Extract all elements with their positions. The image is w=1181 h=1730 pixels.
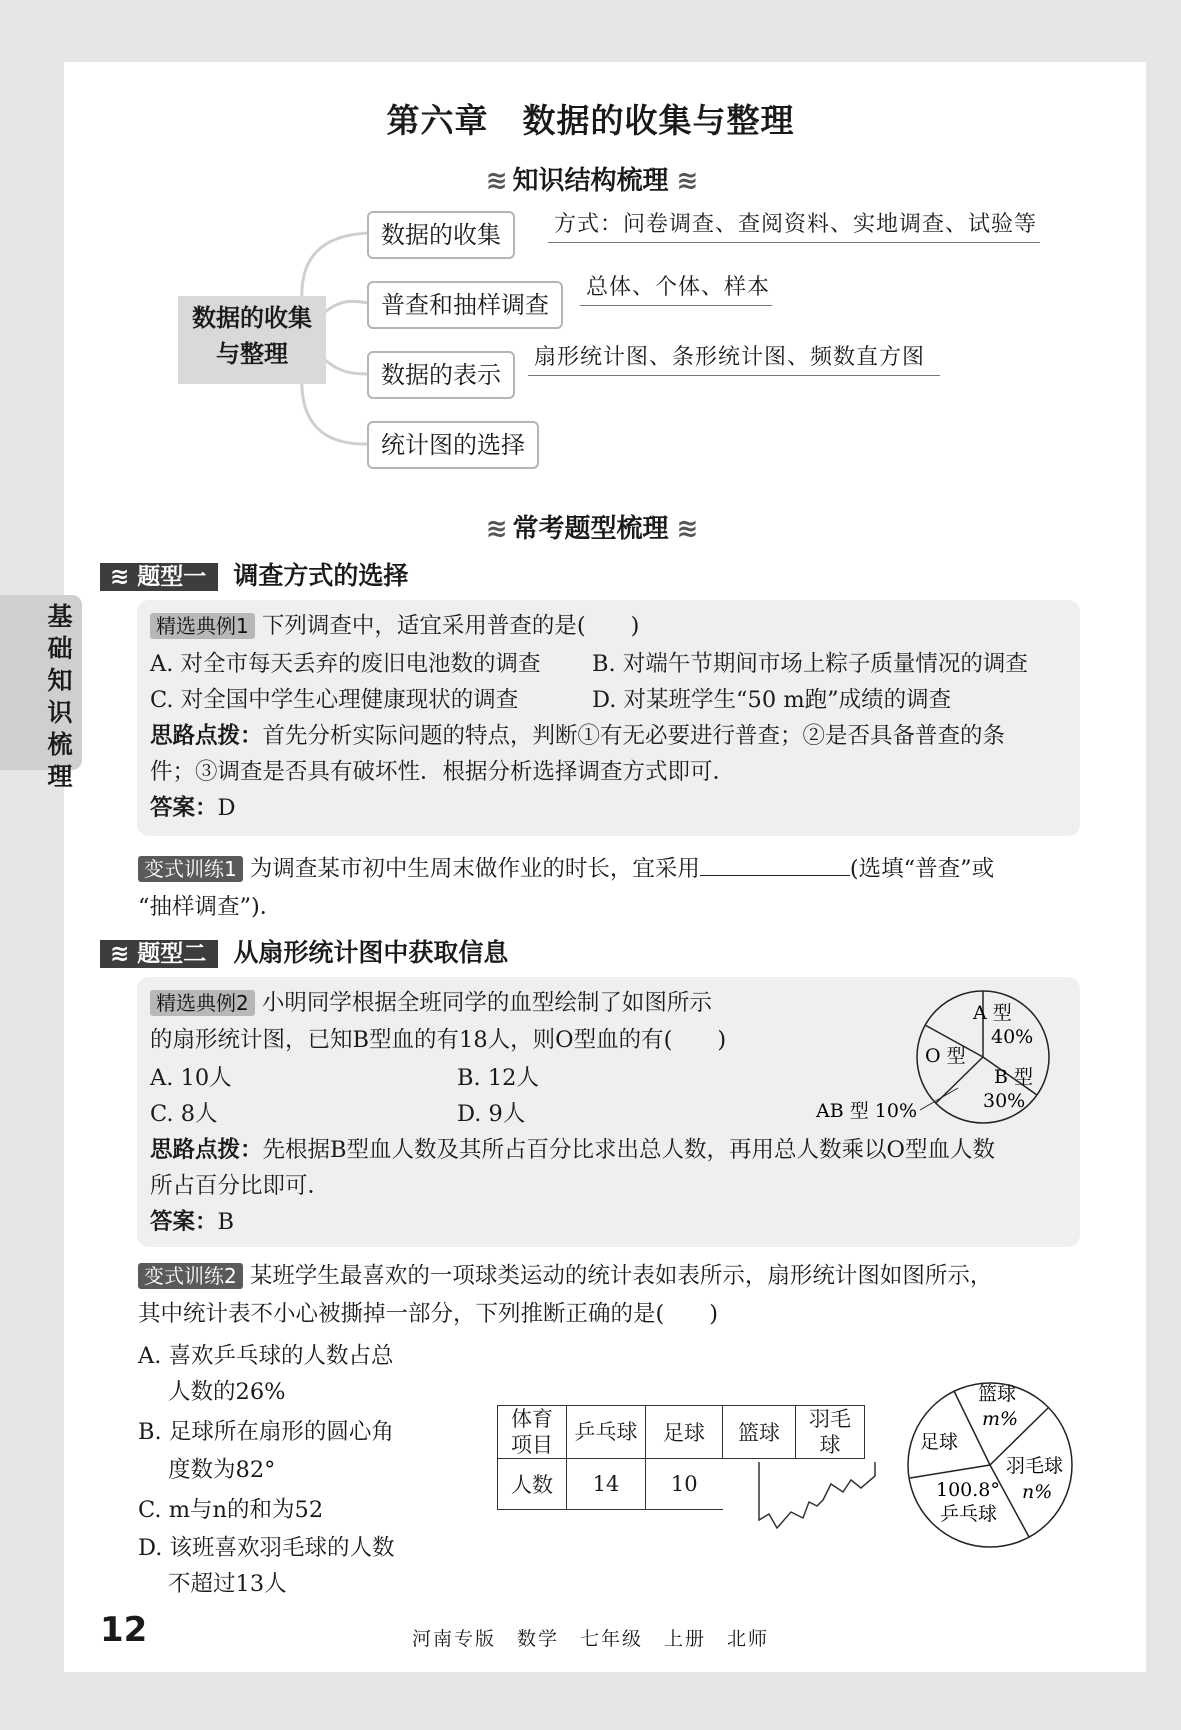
mindmap-branch-representation: 数据的表示: [367, 351, 515, 399]
variant2-line-cont: 其中统计表不小心被撕掉一部分，下列推断正确的是( ): [138, 1301, 719, 1327]
mindmap-branch-chart-choice: 统计图的选择: [367, 421, 539, 469]
mindmap-note-survey: 总体、个体、样本: [580, 270, 772, 306]
example2-hint-cont: 所占百分比即可．: [150, 1173, 331, 1199]
example2-hint: 思路点拨：先根据B型血人数及其所占百分比求出总人数，再用总人数乘以O型血人数: [150, 1137, 995, 1163]
wave-icon: ≋: [110, 941, 130, 967]
variant2-tag: 变式训练2: [138, 1263, 243, 1289]
example1-answer: 答案：D: [150, 795, 236, 821]
example2-option-b: B. 12人: [457, 1065, 539, 1091]
variant1-tag: 变式训练1: [138, 856, 243, 882]
variant2-line: 变式训练2 某班学生最喜欢的一项球类运动的统计表如表所示，扇形统计图如图所示，: [138, 1258, 992, 1294]
example1-option-a: A. 对全市每天丢弃的废旧电池数的调查: [150, 651, 541, 677]
pie1-label-b: B 型: [994, 1066, 1034, 1088]
wave-icon: ≋: [676, 514, 696, 544]
pie2-value-m: m%: [982, 1408, 1019, 1430]
variant2-option-a-cont: 人数的26%: [168, 1379, 286, 1405]
example2-tag: 精选典例2: [150, 990, 255, 1016]
wave-icon: ≋: [676, 166, 696, 196]
section-header-question-types: ≋ 常考题型梳理 ≋: [485, 514, 696, 544]
type2-header: [100, 933, 508, 969]
type1-title: 调查方式的选择: [233, 561, 409, 590]
example1-hint-cont: 件；③调查是否具有破坏性．根据分析选择调查方式即可．: [150, 759, 736, 785]
variant2-option-b-cont: 度数为82°: [168, 1457, 276, 1483]
table-cell: 人数: [498, 1459, 567, 1510]
side-tab: [0, 595, 82, 791]
table-cell: 14: [567, 1459, 646, 1510]
example1-hint: 思路点拨：首先分析实际问题的特点，判断①有无必要进行普查；②是否具备普查的条: [150, 723, 1006, 749]
pie1-label-a: A 型: [973, 1002, 1012, 1024]
variant2-option-a: A. 喜欢乒乓球的人数占总: [138, 1343, 394, 1369]
wave-icon: ≋: [110, 564, 130, 590]
example2-option-c: C. 8人: [150, 1101, 218, 1127]
example2-question-cont: 的扇形统计图，已知B型血的有18人，则O型血的有( ): [150, 1027, 727, 1053]
example2-option-a: A. 10人: [150, 1065, 232, 1091]
wave-icon: ≋: [485, 166, 505, 196]
variant2-option-b: B. 足球所在扇形的圆心角: [138, 1419, 394, 1445]
answer-blank[interactable]: [700, 855, 850, 876]
variant2-option-d-cont: 不超过13人: [168, 1571, 287, 1597]
pie2-angle-pingpong: 100.8°: [936, 1479, 1000, 1501]
type2-title: 从扇形统计图中获取信息: [233, 938, 509, 967]
mindmap-root: 数据的收集 与整理: [178, 296, 326, 384]
pie1-value-b: 30%: [983, 1090, 1026, 1112]
pie2-label-basketball: 篮球: [978, 1383, 1017, 1405]
pie2-label-pingpong: 乒乓球: [940, 1503, 998, 1525]
type2-tag: ≋ 题型二: [100, 940, 218, 968]
mindmap-branch-survey: 普查和抽样调查: [367, 281, 563, 329]
blood-type-pie-chart: [800, 985, 1080, 1135]
pie2-label-football: 足球: [920, 1431, 959, 1453]
mindmap-note-collection: 方式：问卷调查、查阅资料、实地调查、试验等: [548, 207, 1040, 243]
pie1-label-ab: AB 型 10%: [816, 1100, 917, 1122]
table-torn-edge: [757, 1462, 877, 1532]
page-number: 12: [100, 1610, 148, 1650]
table-header: 篮球: [723, 1406, 796, 1459]
table-header: 乒乓球: [567, 1406, 646, 1459]
pie2-value-n: n%: [1022, 1481, 1053, 1503]
example1-option-c: C. 对全国中学生心理健康现状的调查: [150, 687, 519, 713]
pie2-divider: [910, 1465, 990, 1478]
example1-tag: 精选典例1: [150, 613, 255, 639]
table-cell: 10: [646, 1459, 723, 1510]
pie2-label-badminton: 羽毛球: [1006, 1455, 1064, 1477]
sports-pie-chart: [900, 1370, 1085, 1560]
variant2-option-c: C. m与n的和为52: [138, 1497, 324, 1523]
mindmap-note-representation: 扇形统计图、条形统计图、频数直方图: [528, 340, 940, 376]
table-header: 羽毛球: [796, 1406, 865, 1459]
table-header: 足球: [646, 1406, 723, 1459]
type1-tag: ≋ 题型一: [100, 563, 218, 591]
example2-answer: 答案：B: [150, 1209, 235, 1235]
variant1-line-cont: “抽样调查”)．: [138, 894, 283, 920]
mindmap-branch-collection: 数据的收集: [367, 211, 515, 259]
table-header: 体育项目: [498, 1406, 567, 1459]
example1-option-b: B. 对端午节期间市场上粽子质量情况的调查: [592, 651, 1028, 677]
footer-text: 河南专版 数学 七年级 上册 北师: [411, 1628, 769, 1650]
side-tab-label: 基础知识梳理: [47, 602, 73, 791]
mindmap-connectors: [0, 0, 1181, 520]
variant1-line: 变式训练1 为调查某市初中生周末做作业的时长，宜采用 (选填“普查”或: [138, 851, 994, 887]
pie1-value-a: 40%: [991, 1026, 1034, 1048]
page-title: 第六章 数据的收集与整理: [386, 101, 795, 140]
section-header-knowledge: ≋ 知识结构梳理 ≋: [485, 166, 696, 196]
example2-option-d: D. 9人: [457, 1101, 526, 1127]
example1-option-d: D. 对某班学生“50 m跑”成绩的调查: [592, 687, 952, 713]
variant2-option-d: D. 该班喜欢羽毛球的人数: [138, 1535, 395, 1561]
example2-question-line: 精选典例2 小明同学根据全班同学的血型绘制了如图所示: [150, 985, 712, 1021]
type1-header: [100, 556, 408, 592]
wave-icon: ≋: [485, 514, 505, 544]
pie1-label-o: O 型: [925, 1045, 966, 1067]
example1-question-line: 精选典例1 下列调查中，适宜采用普查的是( ): [150, 608, 639, 644]
